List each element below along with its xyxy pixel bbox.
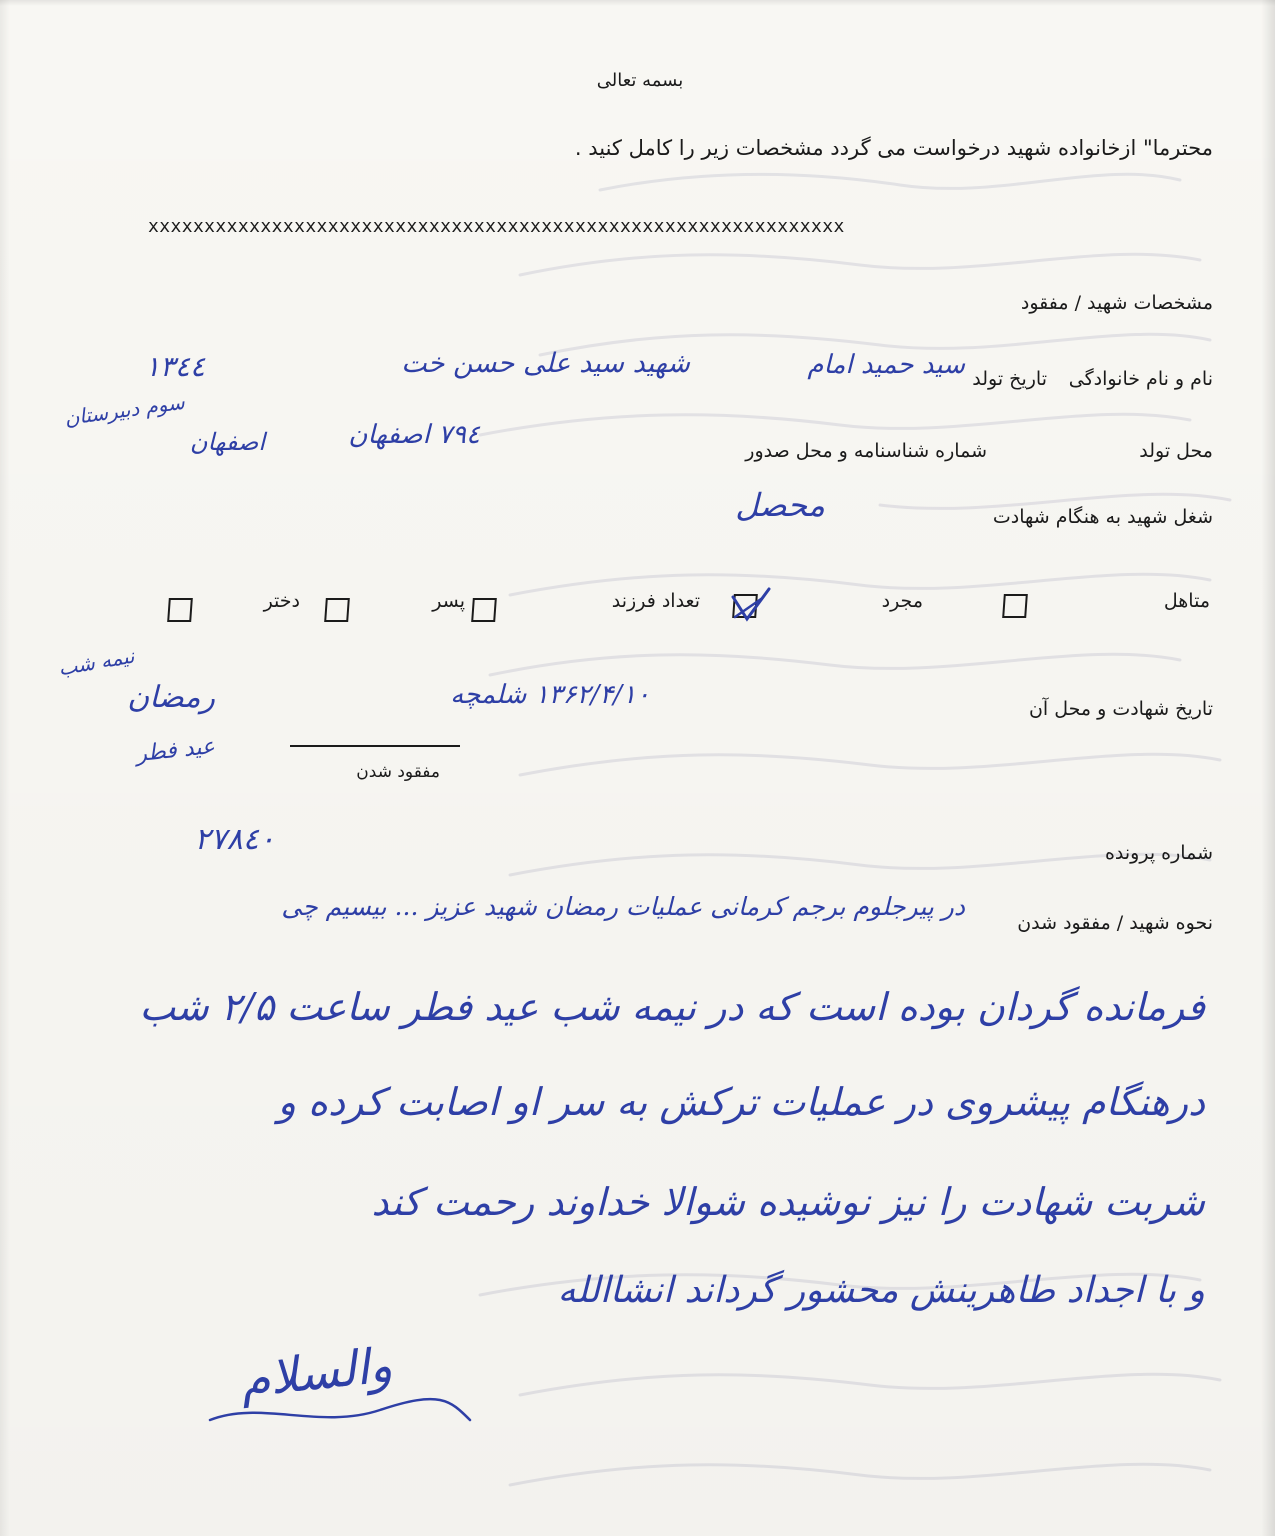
birthplace-label: محل تولد — [1139, 440, 1213, 462]
children-label: تعداد فرزند — [611, 590, 700, 612]
narrative-line-2: درهنگام پیشروی در عملیات ترکش به سر او اصابت کرده و — [277, 1080, 1205, 1124]
education-value: سوم دبیرستان — [62, 389, 187, 431]
job-label: شغل شهید به هنگام شهادت — [992, 506, 1213, 528]
narrative-line-3: شربت شهادت را نیز نوشیده شوالا خداوند رحمت کند — [371, 1180, 1205, 1224]
birthdate-value: ۱۳٤٤ — [144, 350, 205, 383]
job-value: محصل — [735, 486, 825, 524]
missing-label: مفقود شدن — [356, 762, 440, 782]
narrative-line-4: و با اجداد طاهرینش محشور گرداند انشاالله — [557, 1270, 1205, 1311]
martyrdom-date-label: تاریخ شهادت و محل آن — [1028, 698, 1213, 720]
name-label: نام و نام خانوادگی — [1068, 368, 1213, 390]
operation-note2: عید فطر — [134, 733, 217, 768]
father-value: سید حمید امام — [807, 350, 965, 380]
single-checkmark-icon — [725, 583, 775, 633]
file-number-value: ۲۷۸٤۰ — [194, 822, 275, 857]
birthplace-value: اصفهان — [189, 428, 265, 456]
closing-salutation: والسلام — [237, 1337, 395, 1409]
manner-label: نحوه شهید / مفقود شدن — [1017, 912, 1213, 934]
signature-underline — [200, 1380, 480, 1440]
daughter-checkbox[interactable] — [167, 598, 193, 622]
single-label: مجرد — [881, 590, 923, 612]
children-checkbox[interactable] — [471, 598, 497, 622]
operation-value: رمضان — [127, 680, 215, 715]
son-checkbox[interactable] — [324, 598, 350, 622]
operation-note: نیمه شب — [56, 643, 137, 681]
manner-value: در پیرجلوم برجم کرمانی عملیات رمضان شهید عزیز ... بیسیم چی — [281, 892, 965, 921]
scan-edge-left — [0, 0, 10, 1536]
intro-text: محترما" ازخانواده شهید درخواست می گردد مشخصات زیر را کامل کنید . — [574, 136, 1213, 160]
birthdate-label: تاریخ تولد — [972, 368, 1047, 390]
scan-edge-top — [0, 0, 1275, 6]
son-label: پسر — [432, 590, 465, 612]
idno-value: ۷۹٤ اصفهان — [348, 420, 480, 450]
separator-line: xxxxxxxxxxxxxxxxxxxxxxxxxxxxxxxxxxxxxxxxxxxxxxxxxxxxxxxxxxxxxx — [148, 216, 845, 237]
scan-edge-right — [1261, 0, 1275, 1536]
daughter-label: دختر — [263, 590, 300, 612]
married-checkbox[interactable] — [1002, 594, 1028, 618]
file-number-label: شماره پرونده — [1104, 842, 1213, 864]
idno-label: شماره شناسنامه و محل صدور — [745, 440, 987, 462]
section-title: مشخصات شهید / مفقود — [1020, 292, 1213, 314]
martyrdom-date-value: ۱۳۶۲/۴/۱۰ شلمچه — [450, 680, 650, 710]
narrative-line-1: فرمانده گردان بوده است که در نیمه شب عید فطر ساعت ۲/۵ شب — [139, 985, 1205, 1029]
missing-rule — [290, 745, 460, 747]
married-label: متاهل — [1163, 590, 1210, 612]
bismillah-heading: بسمه تعالی — [596, 70, 684, 91]
name-value: شهید سید علی حسن خت — [401, 348, 690, 379]
